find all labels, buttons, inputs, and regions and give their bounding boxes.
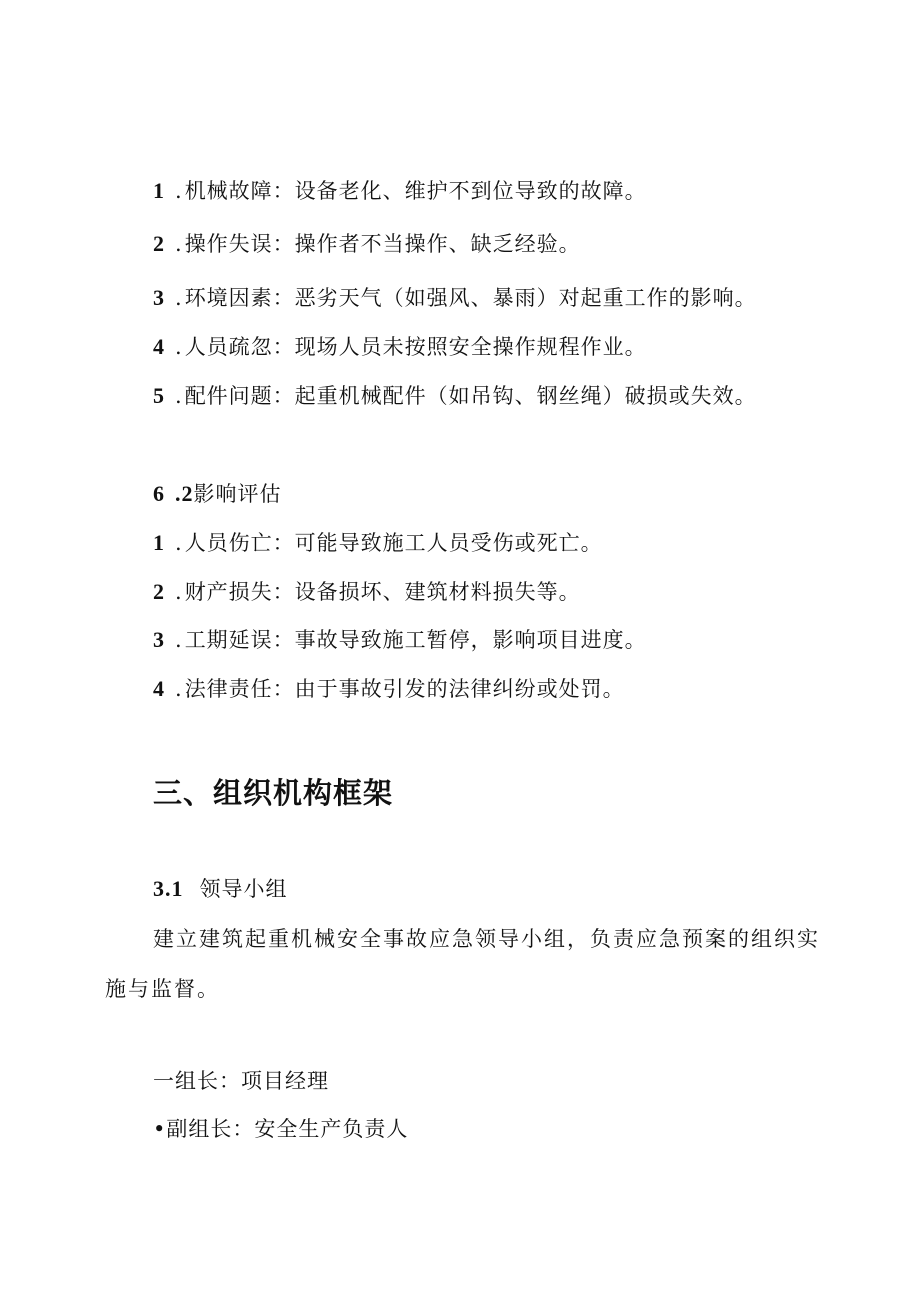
list-dot: . xyxy=(175,384,183,408)
body-paragraph: 建立建筑起重机械安全事故应急领导小组，负责应急预案的组织实施与监督。 xyxy=(105,927,820,1001)
cause-item-1 xyxy=(153,176,647,206)
impact-section-subnumber: .2 xyxy=(175,481,194,506)
list-dot: . xyxy=(175,335,183,359)
list-dot: . xyxy=(175,580,183,604)
impact-item-3 xyxy=(153,625,647,655)
cause-item-number: 3 xyxy=(153,285,165,310)
cause-item-text: 人员疏忽：现场人员未按照安全操作规程作业。 xyxy=(184,335,647,359)
impact-item-text: 财产损失：设备损坏、建筑材料损失等。 xyxy=(184,580,581,604)
cause-item-text: 配件问题：起重机械配件（如吊钩、钢丝绳）破损或失效。 xyxy=(184,384,757,408)
impact-item-text: 人员伤亡：可能导致施工人员受伤或死亡。 xyxy=(184,531,603,555)
impact-item-text: 工期延误：事故导致施工暂停，影响项目进度。 xyxy=(184,628,647,652)
impact-item-number: 1 xyxy=(153,530,165,555)
list-dot: . xyxy=(175,628,183,652)
cause-item-number: 2 xyxy=(153,231,165,256)
chapter-heading: 三、组织机构框架 xyxy=(153,776,394,810)
list-dot: . xyxy=(175,179,183,203)
impact-item-text: 法律责任：由于事故引发的法律纠纷或处罚。 xyxy=(184,677,625,701)
cause-item-number: 4 xyxy=(153,334,165,359)
cause-item-2 xyxy=(153,229,581,259)
impact-item-4 xyxy=(153,674,625,704)
cause-item-text: 机械故障：设备老化、维护不到位导致的故障。 xyxy=(184,179,647,203)
impact-item-1 xyxy=(153,528,603,558)
role-deputy: •副组长：安全生产负责人 xyxy=(153,1117,409,1141)
impact-section-number: 6 xyxy=(153,481,165,506)
list-dot: . xyxy=(175,232,183,256)
cause-item-number: 5 xyxy=(153,383,165,408)
impact-item-number: 4 xyxy=(153,676,165,701)
list-dot: . xyxy=(175,531,183,555)
cause-item-text: 环境因素：恶劣天气（如强风、暴雨）对起重工作的影响。 xyxy=(184,286,757,310)
list-dot: . xyxy=(175,677,183,701)
impact-section-heading xyxy=(153,479,282,509)
subsection-heading xyxy=(153,874,288,904)
subsection-number: 3.1 xyxy=(153,876,184,901)
impact-section-title: 影响评估 xyxy=(193,482,282,506)
cause-item-5 xyxy=(153,381,757,411)
list-dot: . xyxy=(175,286,183,310)
cause-item-text: 操作失误：操作者不当操作、缺乏经验。 xyxy=(184,232,581,256)
role-leader: 一组长：项目经理 xyxy=(153,1069,329,1093)
cause-item-number: 1 xyxy=(153,178,165,203)
impact-item-number: 3 xyxy=(153,627,165,652)
subsection-title: 领导小组 xyxy=(199,877,288,901)
impact-item-number: 2 xyxy=(153,579,165,604)
cause-item-3 xyxy=(153,283,757,313)
impact-item-2 xyxy=(153,577,581,607)
cause-item-4 xyxy=(153,332,647,362)
